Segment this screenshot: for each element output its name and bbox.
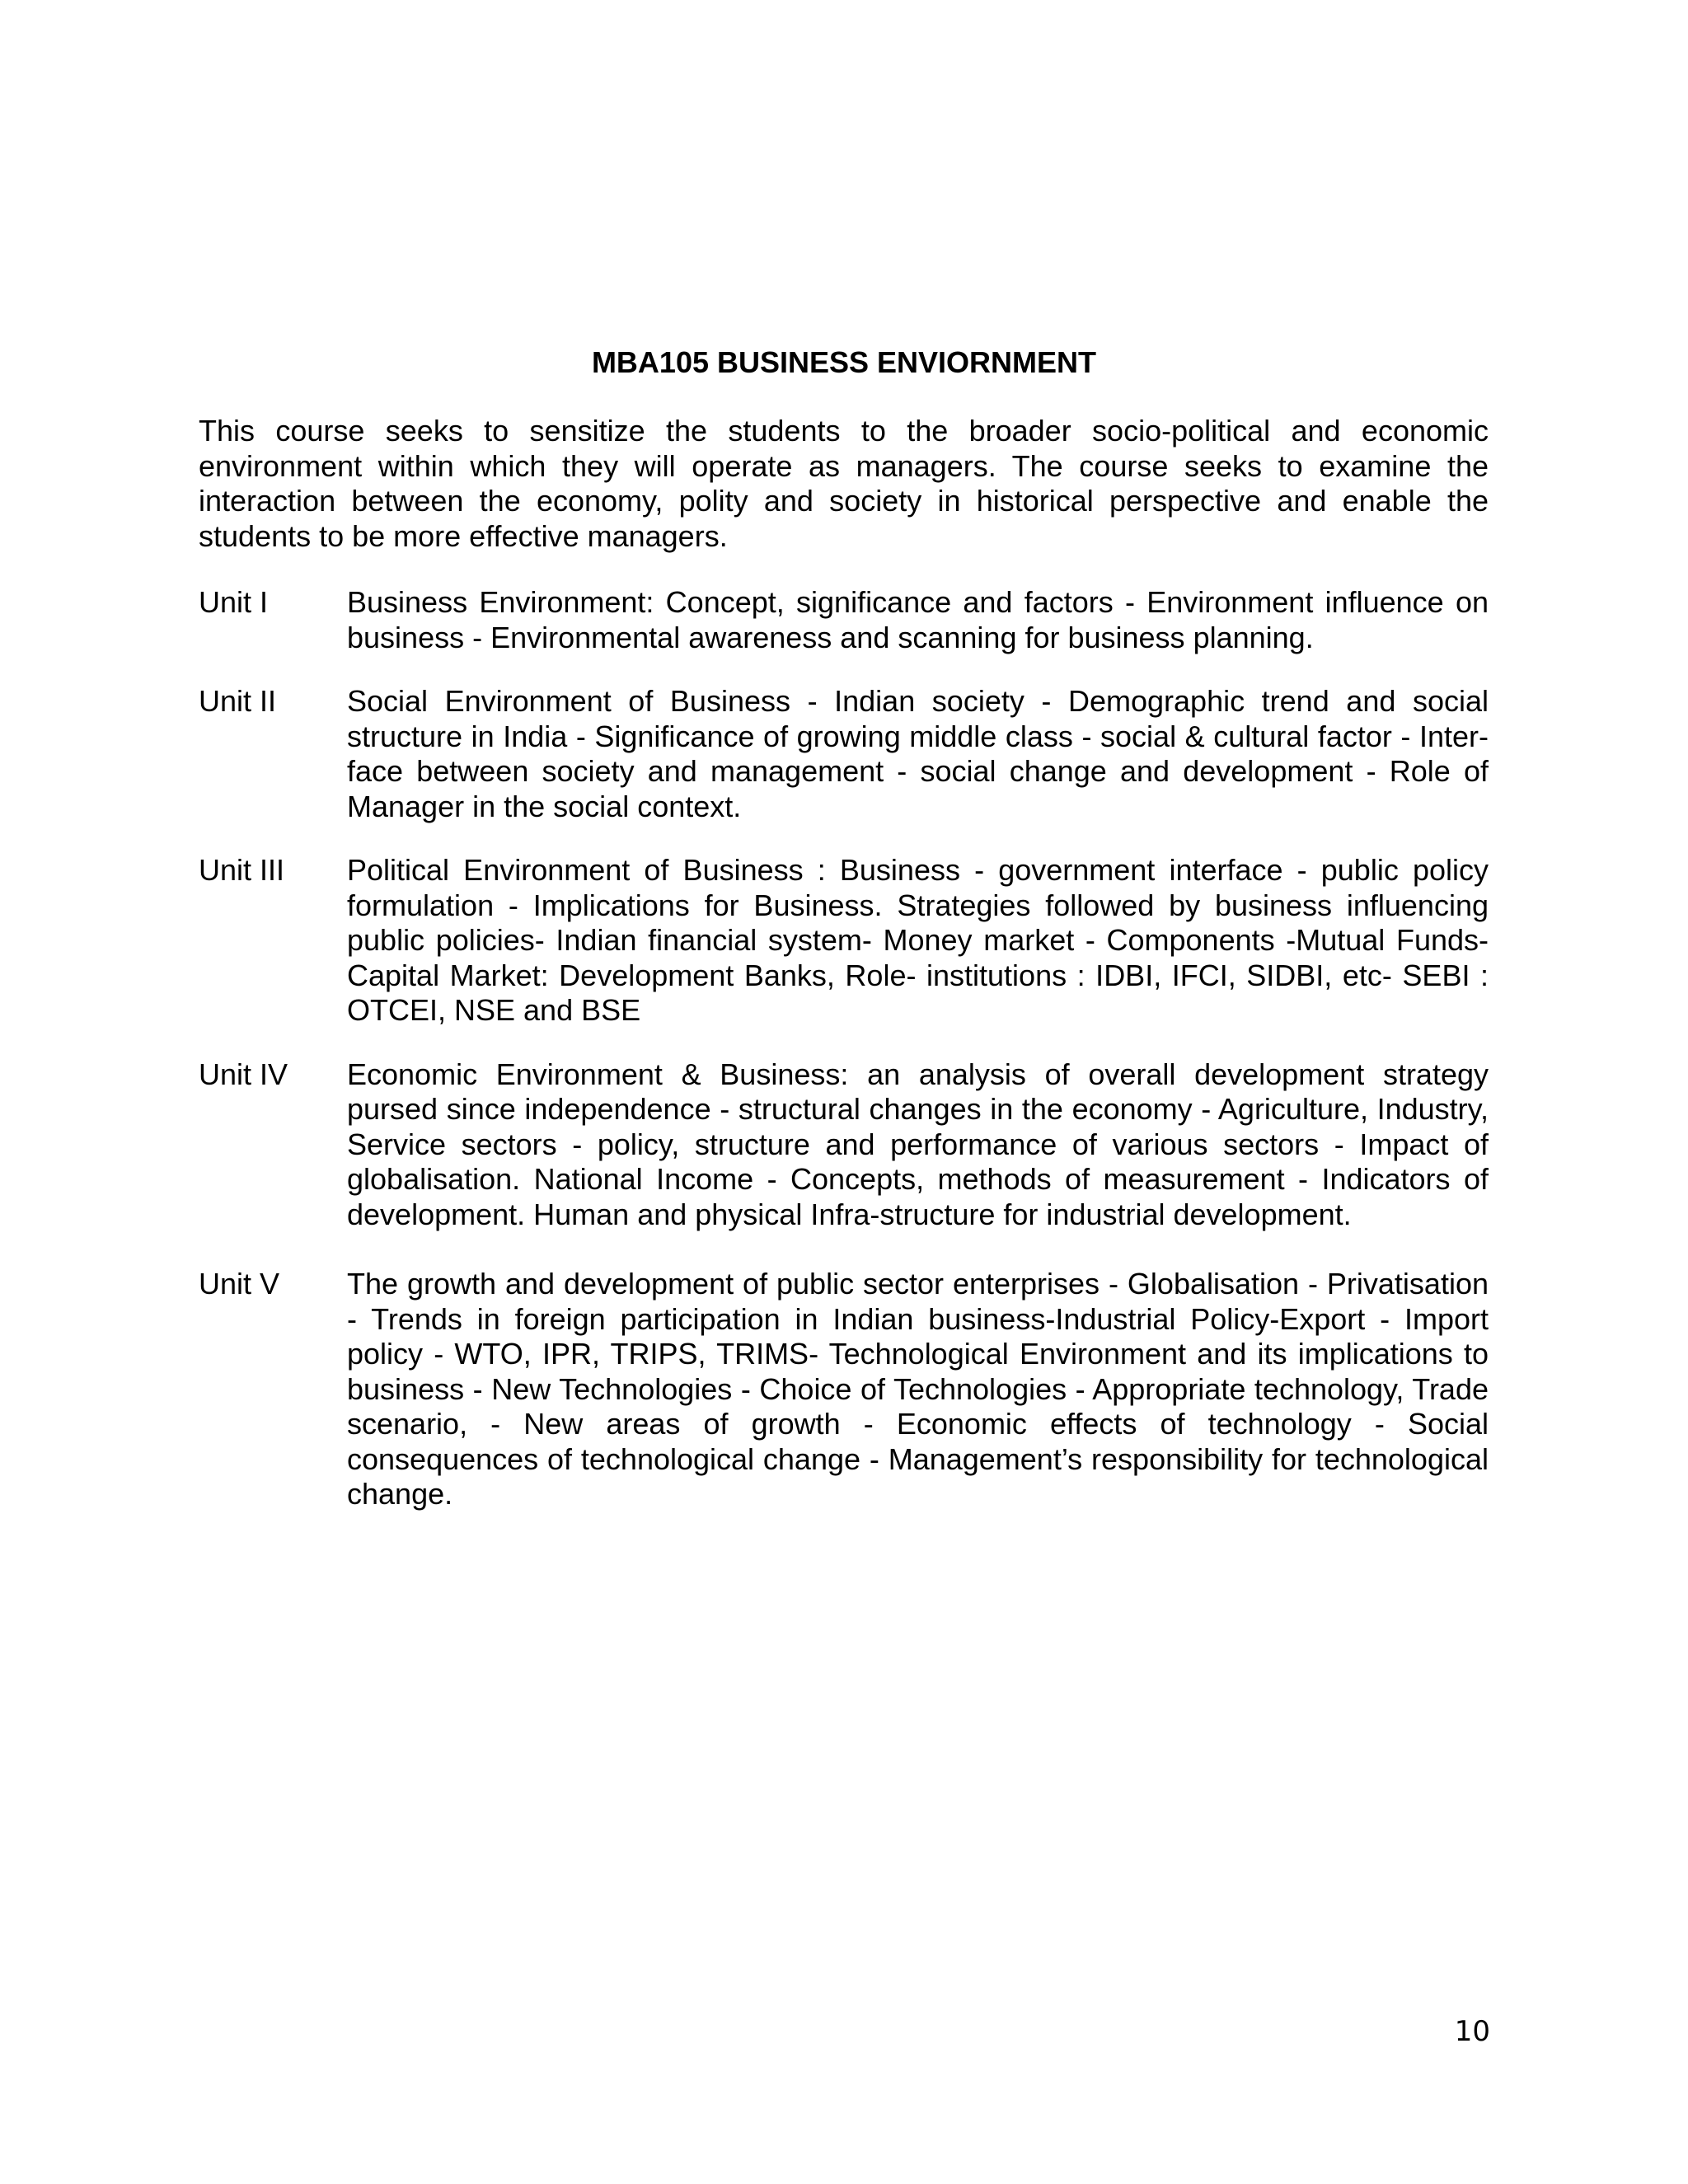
unit-item-2 xyxy=(199,684,1489,824)
unit-list xyxy=(199,585,1489,1512)
course-description: This course seeks to sensitize the students to the broader socio-political and economic environment within which they will operate as managers. The course seeks to examine the interaction between the economy, polity and society in historical perspective and enable the students to be more effective managers. xyxy=(199,414,1489,553)
unit-description: Economic Environment & Business: an analysis of overall development strategy pursed since independence - structural changes in the economy - Agriculture, Industry, Service sectors - policy, structure and performance of various sectors - Impact of globalisation. National Income - Concepts, methods of measurement - Indicators of development. Human and physical Infra-structure for industrial development. xyxy=(347,1057,1489,1231)
unit-label: Unit II xyxy=(199,684,277,718)
unit-label: Unit I xyxy=(199,585,269,619)
unit-description: Social Environment of Business - Indian society - Demographic trend and social structure in India - Significance of growing middle class - social & cultural factor - Inter-face between society and management - social change and development - Role of Manager in the social context. xyxy=(347,684,1489,823)
unit-description: Political Environment of Business : Business - government interface - public policy formulation - Implications for Business. Strategies followed by business influencing public policies- Indian financial system- Money market - Components -Mutual Funds-Capital Market: Development Banks, Role- institutions : IDBI, IFCI, SIDBI, etc- SEBI : OTCEI, NSE and BSE xyxy=(347,853,1489,1027)
unit-item-1 xyxy=(199,585,1489,655)
unit-item-4 xyxy=(199,1057,1489,1233)
unit-description: The growth and development of public sector enterprises - Globalisation - Privatisation - Trends in foreign participation in Indian business-Industrial Policy-Export - Import policy - WTO, IPR, TRIPS, TRIMS- Technological Environment and its implications to business - New Technologies - Choice of Technologies - Appropriate technology, Trade scenario, - New areas of growth - Economic effects of technology - Social consequences of technological change - Management’s responsibility for technological change. xyxy=(347,1267,1489,1511)
unit-item-3 xyxy=(199,853,1489,1029)
unit-item-5 xyxy=(199,1267,1489,1512)
page-number: 10 xyxy=(1454,2015,1490,2048)
course-title: MBA105 BUSINESS ENVIORNMENT xyxy=(591,345,1097,379)
unit-label: Unit III xyxy=(199,853,285,887)
unit-label: Unit V xyxy=(199,1267,280,1301)
unit-label: Unit IV xyxy=(199,1057,288,1091)
unit-description: Business Environment: Concept, significance and factors - Environment influence on business - Environmental awareness and scanning for business planning. xyxy=(347,585,1489,654)
